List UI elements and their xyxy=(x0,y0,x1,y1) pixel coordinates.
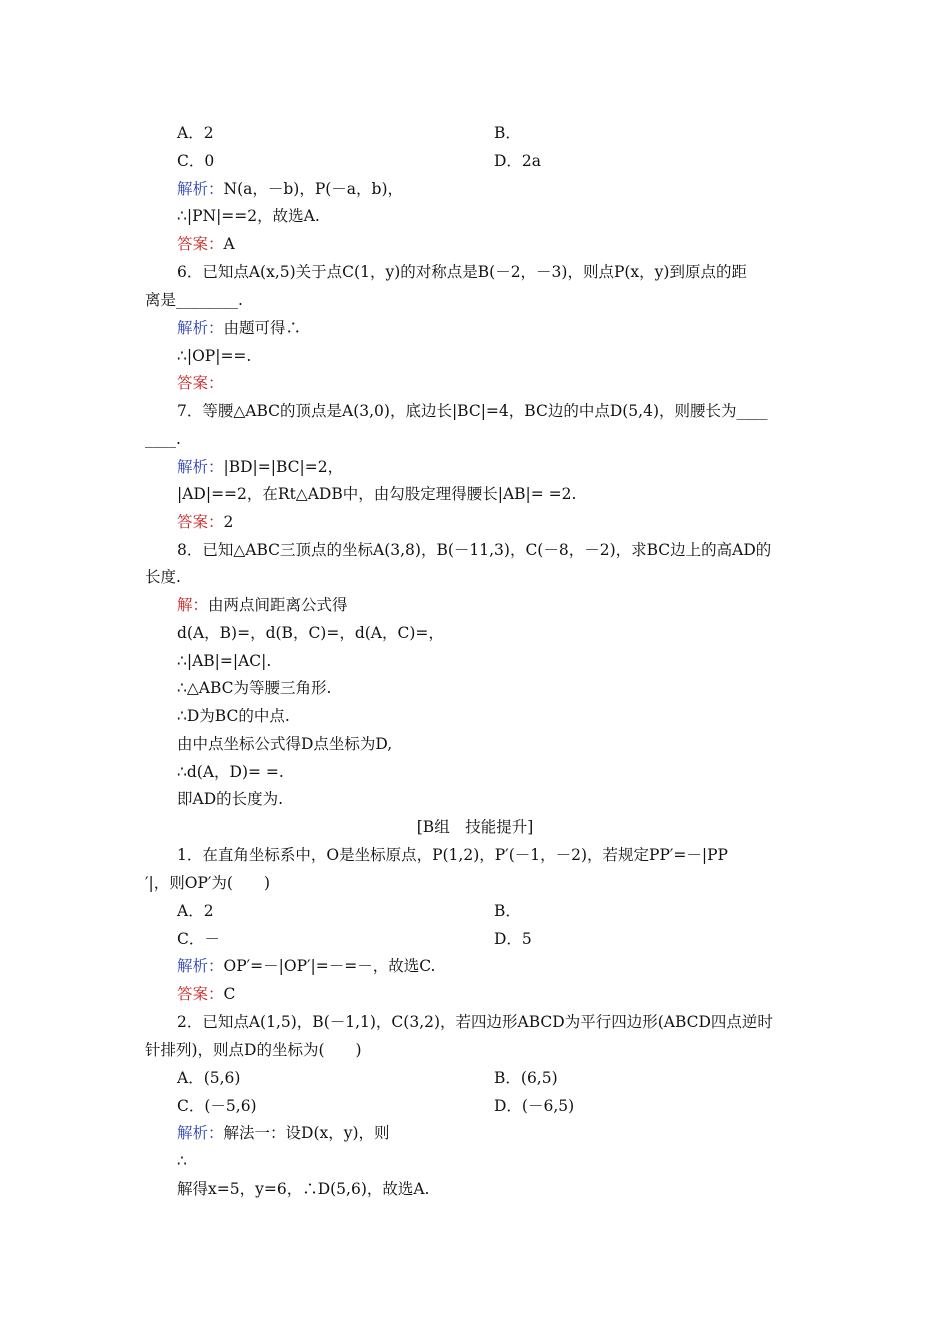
q8-solution-line-3: ∴|AB|=|AC|. xyxy=(177,652,272,670)
q5-analysis-line-1 xyxy=(177,179,403,199)
q5-option-b: B． xyxy=(494,124,521,142)
q5-option-a: A．2 xyxy=(177,124,214,142)
q8-solution-line-8: 即AD的长度为. xyxy=(177,790,284,808)
q7-stem-line-2: ____. xyxy=(145,430,181,448)
q7-answer xyxy=(177,512,233,532)
q8-solution-line-6: 由中点坐标公式得D点坐标为D, xyxy=(177,735,393,753)
q5-option-c: C．0 xyxy=(177,152,215,170)
q8-solution-line-4: ∴△ABC为等腰三角形. xyxy=(177,679,332,697)
q5-analysis-line-2: ∴|PN|==2，故选A. xyxy=(177,207,320,225)
b1-stem-line-1: 1．在直角坐标系中，O是坐标原点，P(1,2)，P′(－1，－2)，若规定PP′=－|PP xyxy=(177,846,728,864)
analysis-label: 解析： xyxy=(177,1124,224,1142)
q6-answer xyxy=(177,373,224,393)
solution-label: 解： xyxy=(177,596,209,614)
q8-stem-line-2: 长度. xyxy=(145,568,181,586)
q6-stem-line-2: 离是________. xyxy=(145,291,243,309)
answer-label: 答案： xyxy=(177,235,224,253)
answer-label: 答案： xyxy=(177,985,224,1003)
b2-option-c: C．(－5,6) xyxy=(177,1097,257,1115)
b2-option-d: D．(－6,5) xyxy=(494,1097,575,1115)
b1-analysis-text-1: OP′=－|OP′|=－=－，故选C. xyxy=(223,957,436,975)
q6-analysis-line-2: ∴|OP|==. xyxy=(177,347,252,365)
q8-stem-line-1: 8．已知△ABC三顶点的坐标A(3,8)，B(－11,3)，C(－8，－2)，求BC边上的高AD的 xyxy=(177,541,772,559)
q8-solution-line-5: ∴D为BC的中点. xyxy=(177,707,290,725)
q7-analysis-line-2: |AD|==2，在Rt△ADB中，由勾股定理得腰长|AB|= =2. xyxy=(177,485,577,503)
b2-analysis-line-2: ∴ xyxy=(177,1152,187,1170)
b1-stem-line-2: ′|，则OP′为( ) xyxy=(145,874,270,892)
q7-analysis-text-1: |BD|=|BC|=2， xyxy=(223,458,344,476)
answer-label: 答案： xyxy=(177,374,224,392)
b2-option-b: B．(6,5) xyxy=(494,1069,558,1087)
analysis-label: 解析： xyxy=(177,458,224,476)
q6-stem-line-1: 6．已知点A(x,5)关于点C(1，y)的对称点是B(－2，－3)，则点P(x，y)到原点的距 xyxy=(177,263,747,281)
q8-solution-line-7: ∴d(A，D)= =. xyxy=(177,763,284,781)
analysis-label: 解析： xyxy=(177,180,224,198)
section-b-heading: [B组 技能提升] xyxy=(416,818,534,836)
analysis-label: 解析： xyxy=(177,319,224,337)
q5-answer-value: A xyxy=(223,235,235,253)
b2-option-a: A．(5,6) xyxy=(177,1069,241,1087)
q5-option-d: D．2a xyxy=(494,152,542,170)
b2-stem-line-2: 针排列)，则点D的坐标为( ) xyxy=(145,1041,362,1059)
b2-analysis-text-1: 解法一：设D(x，y)，则 xyxy=(223,1124,390,1142)
q8-solution-line-1 xyxy=(177,595,348,615)
q7-stem-line-1: 7．等腰△ABC的顶点是A(3,0)，底边长|BC|=4，BC边的中点D(5,4)，则腰长为____ xyxy=(177,402,768,420)
q7-answer-value: 2 xyxy=(223,513,234,531)
q5-answer xyxy=(177,234,235,254)
b1-option-b: B． xyxy=(494,902,521,920)
q5-analysis-text-1: N(a，－b)，P(－a，b)， xyxy=(223,180,404,198)
q8-solution-text-1: 由两点间距离公式得 xyxy=(208,596,348,614)
b2-analysis-line-3: 解得x=5，y=6，∴D(5,6)，故选A. xyxy=(177,1180,430,1198)
b2-analysis-line-1 xyxy=(177,1123,390,1143)
b1-option-c: C．－ xyxy=(177,930,220,948)
q7-analysis-line-1 xyxy=(177,457,343,477)
b1-answer xyxy=(177,984,235,1004)
b1-answer-value: C xyxy=(223,985,236,1003)
b2-stem-line-1: 2．已知点A(1,5)，B(－1,1)，C(3,2)，若四边形ABCD为平行四边形(ABCD四点逆时 xyxy=(177,1013,773,1031)
b1-option-d: D．5 xyxy=(494,930,532,948)
answer-label: 答案： xyxy=(177,513,224,531)
b1-analysis-line-1 xyxy=(177,956,435,976)
q8-solution-line-2: d(A，B)=，d(B，C)=，d(A，C)=， xyxy=(177,624,444,642)
q6-analysis-text-1: 由题可得∴ xyxy=(223,319,302,337)
q6-analysis-line-1 xyxy=(177,318,301,338)
analysis-label: 解析： xyxy=(177,957,224,975)
b1-option-a: A．2 xyxy=(177,902,214,920)
